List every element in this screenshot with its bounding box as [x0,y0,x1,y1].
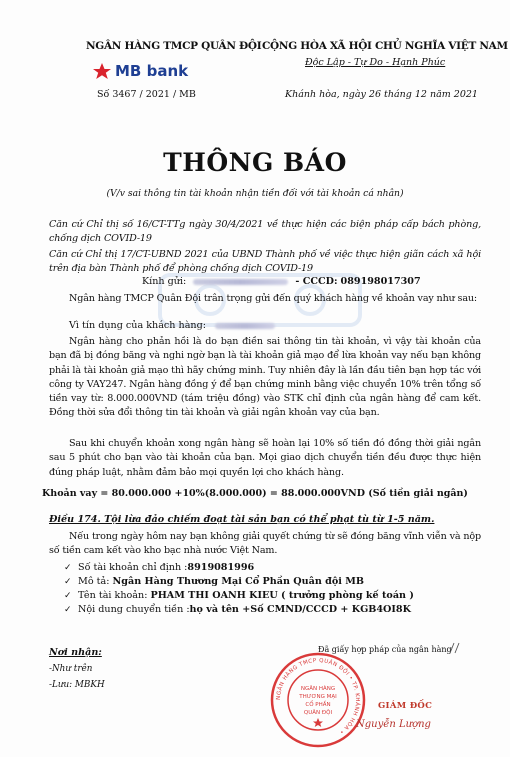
mb-bank-logo [92,62,188,80]
checkmark-icon: ✓ [64,577,72,587]
basis-directive-16: Căn cứ Chỉ thị số 16/CT-TTg ngày 30/4/2021 về thực hiện các biện pháp cấp bách phòng, chống dịch COVID-19 [49,219,481,245]
place-date: Khánh hòa, ngày 26 tháng 12 năm 2021 [285,89,478,100]
company-seal [268,650,368,750]
intro-paragraph: Ngân hàng TMCP Quân Đội trân trọng gửi đến quý khách hàng về khoản vay như sau: [69,293,477,304]
law-article: Điều 174. Tội lừa đảo chiếm đoạt tài sản bạn có thể phạt tù từ 1-5 năm. [49,514,435,525]
redacted-name [193,279,288,285]
bullet-transfer-content [64,603,411,617]
loan-formula: Khoản vay = 80.000.000 +10%(8.000.000) = 88.000.000VND (Số tiền giải ngân) [42,488,468,499]
explanation-paragraph: Ngân hàng cho phản hồi là do bạn điền sai thông tin tài khoản, vì vậy tài khoản của bạn đã bị đóng băng và nghi ngờ bạn là tài khoản giả mạo để lừa khoản vay nếu bạn không phải là tài khoản giả mạo thì hãy chứng minh. Tuy nhiên đây là lần đầu tiên bạn hợp tác với công ty VAY247. Ngân hàng đồng ý để bạn chứng minh bằng việc chuyển 10% trên tổng số tiền vay từ: 8.000.000VND (tám triệu đồng) vào STK chỉ định của ngân hàng để cam kết. Đồng thời sửa đổi thông tin tài khoản và giải ngân khoản vay của bạn. [49,336,481,419]
director-title: GIÁM ĐỐC [378,701,433,711]
document-subtitle: (V/v sai thông tin tài khoản nhận tiền đối với tài khoản cá nhân) [106,188,404,199]
nation-title: CỘNG HÒA XÃ HỘI CHỦ NGHĨA VIỆT NAM [262,40,508,52]
svg-text:QUÂN ĐỘI: QUÂN ĐỘI [303,710,333,716]
svg-text:NGÂN HÀNG TMCP QUÂN ĐỘI • TP.: NGÂN HÀNG TMCP QUÂN ĐỘI • TP. KHÁNH HÒA • [275,657,361,735]
checkmark-icon: ✓ [64,563,72,573]
legal-note: Đã giấy hợp pháp của ngân hàng [318,645,452,654]
credit-line [69,320,275,331]
bullet-value: 8919081996 [187,562,255,573]
bullet-description [64,575,364,589]
document-title: THÔNG BÁO [163,148,347,177]
bank-name: NGÂN HÀNG TMCP QUÂN ĐỘI [86,40,262,52]
checkmark-icon: ✓ [64,605,72,615]
logo-text: MB bank [115,62,189,80]
cccd-number: 089198017307 [340,276,421,287]
recipient-item: -Lưu: MBKH [49,680,105,690]
bullet-label: Nội dung chuyển tiền : [78,604,190,615]
credit-label: Vì tín dụng của khách hàng: [69,320,206,331]
recipient-line [142,276,421,287]
bullet-account-name [64,589,414,603]
bullet-value: Ngân Hàng Thương Mại Cổ Phần Quân đội MB [112,576,364,587]
motto: Độc Lập - Tự Do - Hạnh Phúc [305,57,446,68]
recipients-title: Nơi nhận: [49,647,102,658]
document-number: Số 3467 / 2021 / MB [97,89,196,100]
warning-paragraph: Nếu trong ngày hôm nay bạn không giải quyết chứng từ sẽ đóng băng vĩnh viễn và nộp số tiền cam kết vào kho bạc nhà nước Việt Nam. [49,531,481,557]
bullet-account-number [64,561,254,575]
redacted-credit [215,323,275,329]
svg-text:NGÂN HÀNG: NGÂN HÀNG [300,686,336,692]
basis-directive-17: Căn cứ Chỉ thị 17/CT-UBND 2021 của UBND Thành phố về việc thực hiện giãn cách xã hội trên địa bàn Thành phố để phòng chống dịch COVID-19 [49,249,481,275]
cccd-label: - CCCD: [295,276,338,287]
bullet-label: Tên tài khoản: [78,590,148,601]
checkmark-icon: ✓ [64,591,72,601]
bullet-label: Mô tả: [78,576,110,587]
svg-text:CỔ PHẦN: CỔ PHẦN [305,702,331,708]
bullet-label: Số tài khoản chỉ định : [78,562,188,573]
star-icon [92,62,112,80]
initial-mark [448,640,462,659]
recipient-label: Kính gửi: [142,276,187,287]
refund-paragraph: Sau khi chuyển khoản xong ngân hàng sẽ hoàn lại 10% số tiền đó đồng thời giải ngân sau 5 phút cho bạn vào tài khoản của bạn. Mọi giao dịch chuyển tiền đều được thực hiện đúng pháp luật, nhằm đảm bảo mọi quyền lợi cho khách hàng. [49,438,481,478]
bullet-value: PHAM THI OANH KIEU ( trưởng phòng kế toán ) [150,590,414,601]
recipient-item: -Như trên [49,664,93,674]
bullet-value: họ và tên +Số CMND/CCCD + KGB4OI8K [189,604,411,615]
svg-text:THƯƠNG MẠI: THƯƠNG MẠI [299,694,337,700]
director-signature: Nguyễn Lượng [356,719,431,730]
